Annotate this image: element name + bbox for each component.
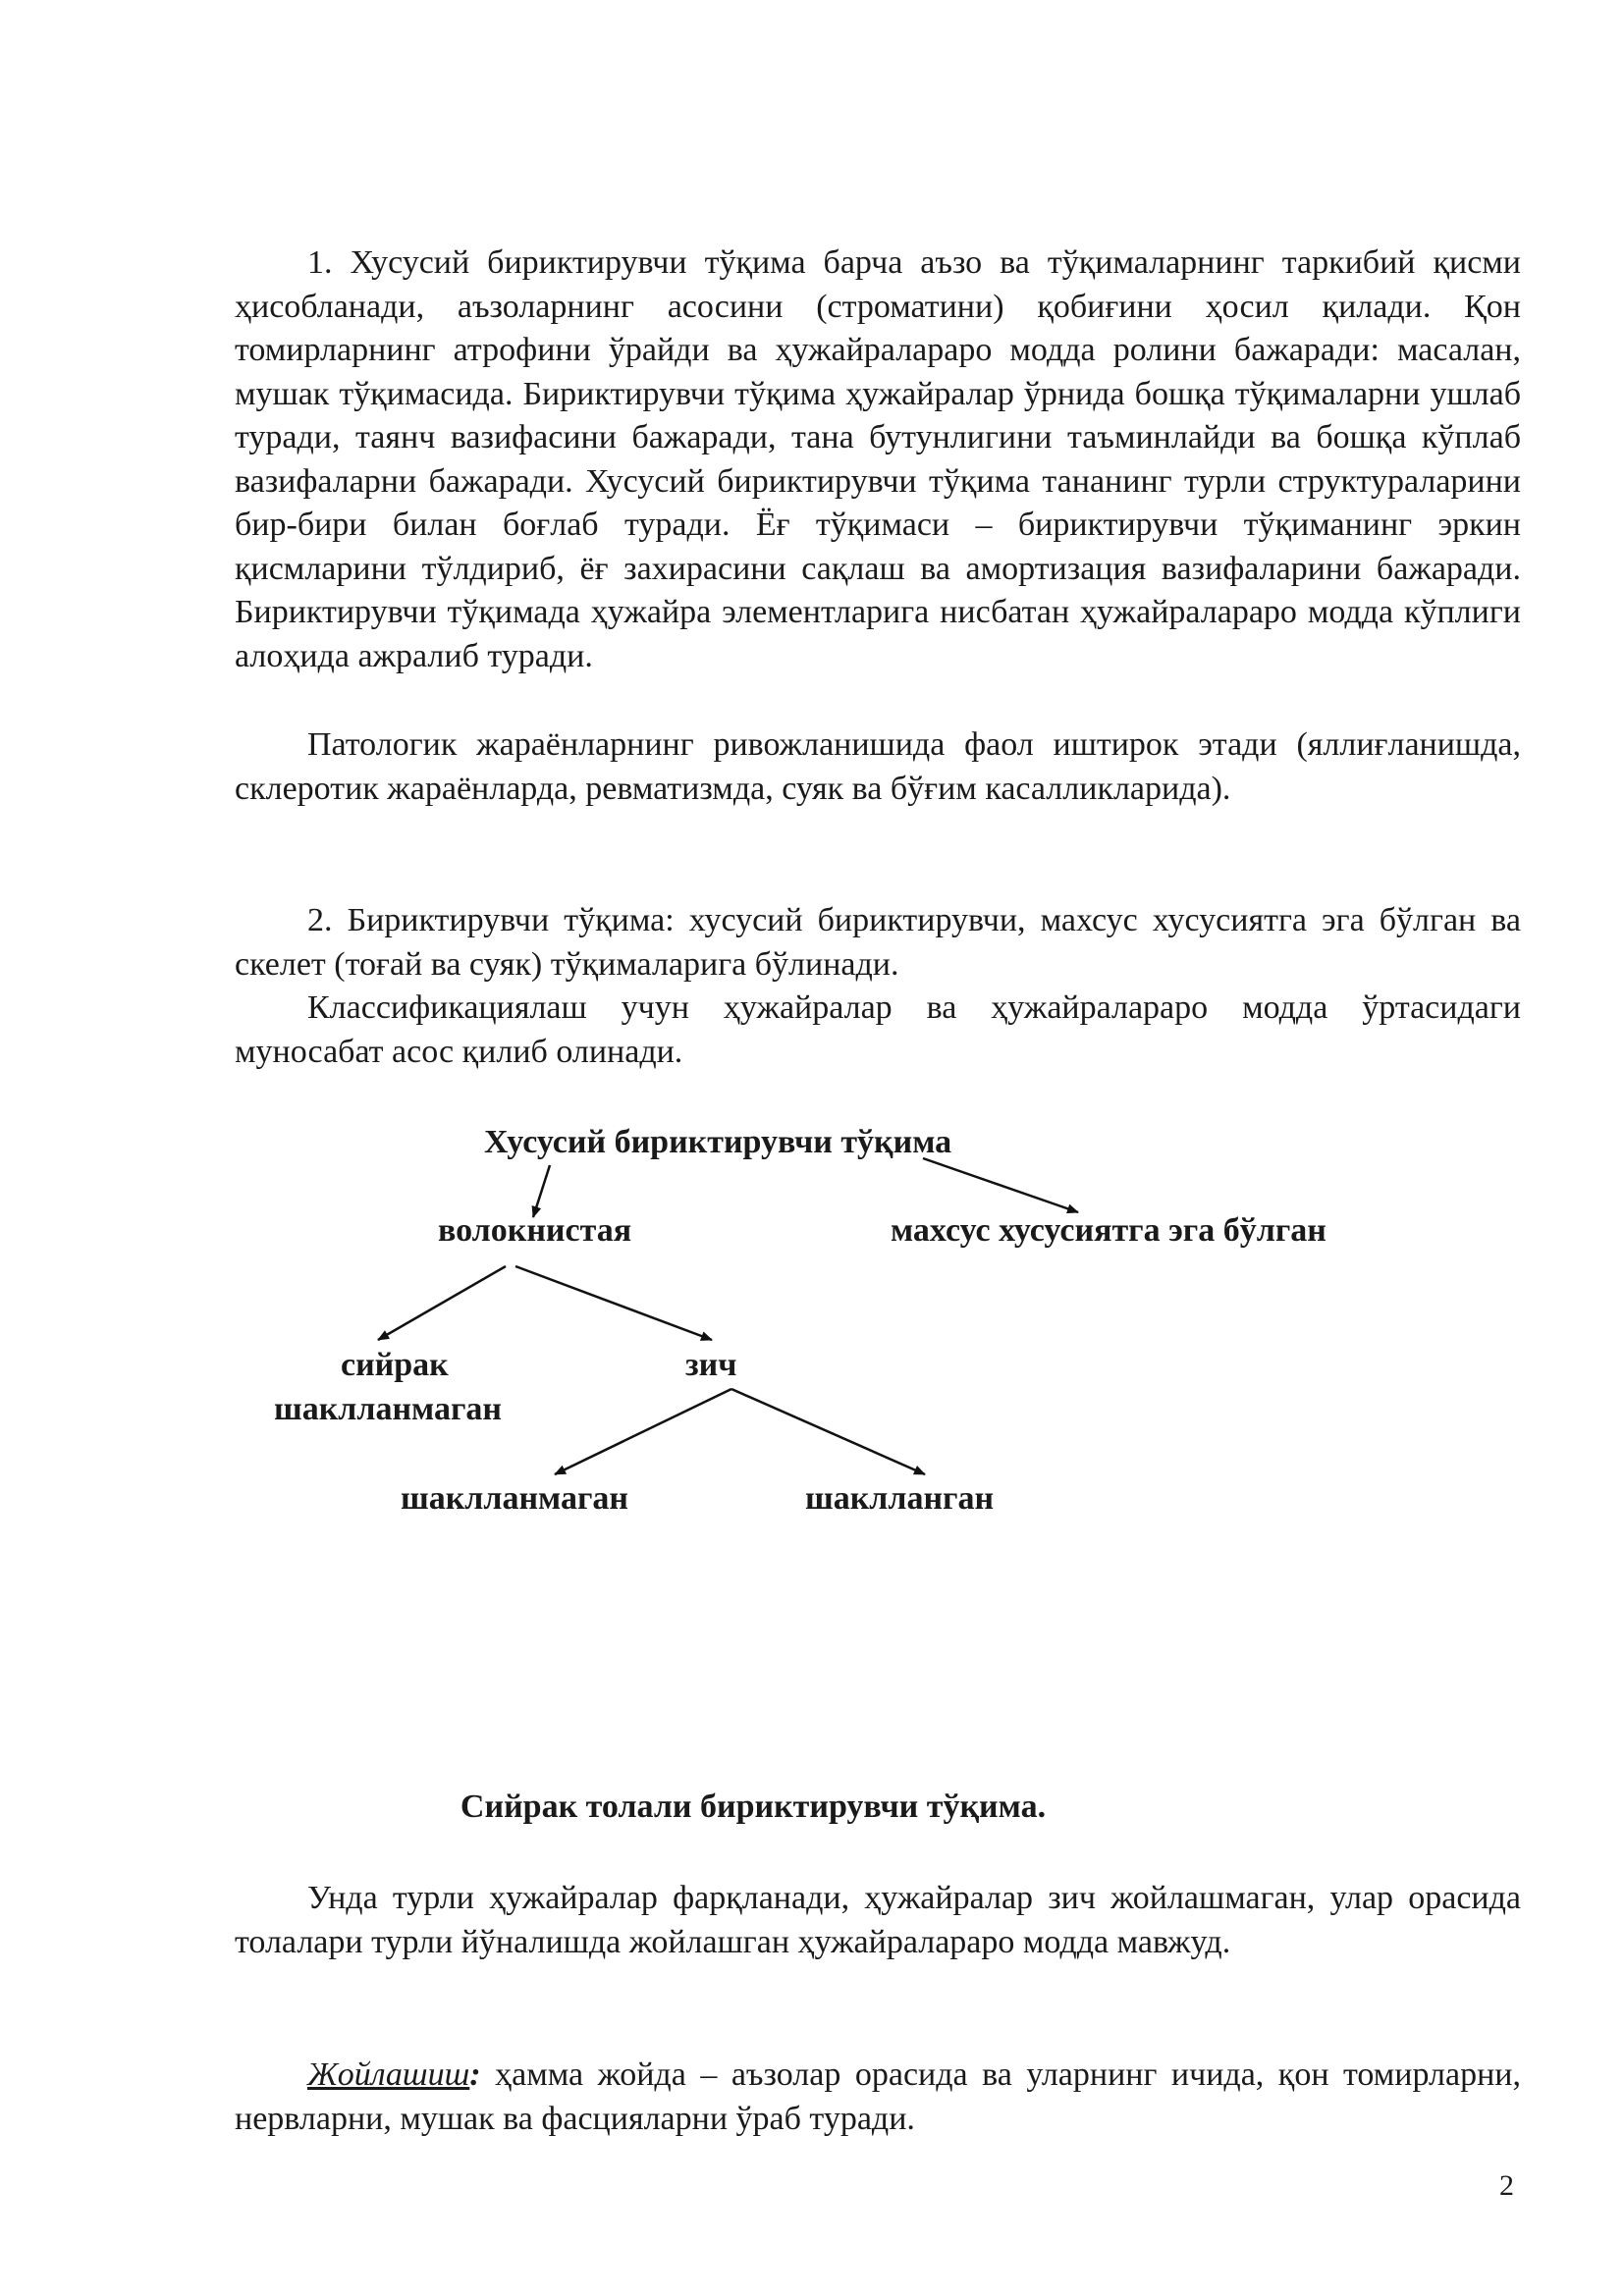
arrow-dense-to-unformed bbox=[555, 1389, 731, 1474]
arrow-fibrous-to-dense bbox=[515, 1266, 712, 1340]
location-label: Жойлашиш bbox=[307, 2056, 470, 2093]
section-heading: Сийрак толали бириктирувчи тўқима. bbox=[460, 1789, 1047, 1825]
paragraph-4: Классификациялаш учун ҳужайралар ва ҳужайралараро модда ўртасидаги муносабат асос қилиб олинади. bbox=[235, 989, 1521, 1070]
page-number: 2 bbox=[1499, 2169, 1514, 2202]
arrow-root-to-fibrous bbox=[533, 1165, 550, 1217]
diagram-loose-label-1: сийрак bbox=[341, 1347, 449, 1383]
arrow-root-to-special bbox=[923, 1158, 1078, 1212]
location-paragraph bbox=[235, 2054, 1521, 2141]
paragraph-5: Унда турли ҳужайралар фарқланади, ҳужайралар зич жойлашмаган, улар орасида толалари турли йўналишда жойлашган ҳужайралараро модда мавжуд. bbox=[235, 1880, 1521, 1960]
arrow-fibrous-to-loose bbox=[378, 1266, 506, 1340]
diagram-loose-label-2: шаклланмаган bbox=[274, 1391, 502, 1427]
paragraph-2: Патологик жараёнларнинг ривожланишида фаол иштирок этади (яллиғланишда, склеротик жараёнларда, ревматизмда, суяк ва бўғим касалликларида). bbox=[235, 726, 1521, 807]
diagram-fibrous-label: волокнистая bbox=[438, 1212, 632, 1249]
paragraph-1: 1. Хусусий бириктирувчи тўқима барча аъзо ва тўқималарнинг таркибий қисми ҳисобланади, аъзоларнинг асосини (строматини) қобиғини ҳосил қилади. Қон томирларнинг атрофини ўрайди ва ҳужайралараро модда ролини бажаради: масалан, мушак тўқимасида. Бириктирувчи тўқима ҳужайралар ўрнида бошқа тўқималарни ушлаб туради, таянч вазифасини бажаради, тана бутунлигини таъминлайди ва бошқа кўплаб вазифаларни бажаради. Хусусий бириктирувчи тўқима тананинг турли структураларини бир-бири билан боғлаб туради. Ёғ тўқимаси – бириктирувчи тўқиманинг эркин қисмларини тўлдириб, ёғ захирасини сақлаш ва амортизация вазифаларини бажаради. Бириктирувчи тўқимада ҳужайра элементларига нисбатан ҳужайралараро модда кўплиги алоҳида ажралиб туради. bbox=[235, 244, 1521, 674]
diagram-formed-label: шаклланган bbox=[805, 1480, 995, 1517]
paragraph-3: 2. Бириктирувчи тўқима: хусусий бириктирувчи, махсус хусусиятга эга бўлган ва скелет (тоғай ва суяк) тўқималарига бўлинади. bbox=[235, 902, 1521, 983]
diagram-unformed-label: шаклланмаган bbox=[401, 1480, 628, 1517]
arrow-dense-to-formed bbox=[731, 1389, 925, 1474]
location-text: ҳамма жойда – аъзолар орасида ва уларнинг ичида, қон томирларни, нервларни, мушак ва фасцияларни ўраб туради. bbox=[235, 2056, 1521, 2137]
diagram-root-label: Хусусий бириктирувчи тўқима bbox=[484, 1124, 952, 1160]
location-colon: : bbox=[469, 2056, 481, 2093]
diagram-special-label: махсус хусусиятга эга бўлган bbox=[891, 1212, 1326, 1249]
diagram-dense-label: зич bbox=[685, 1347, 737, 1383]
